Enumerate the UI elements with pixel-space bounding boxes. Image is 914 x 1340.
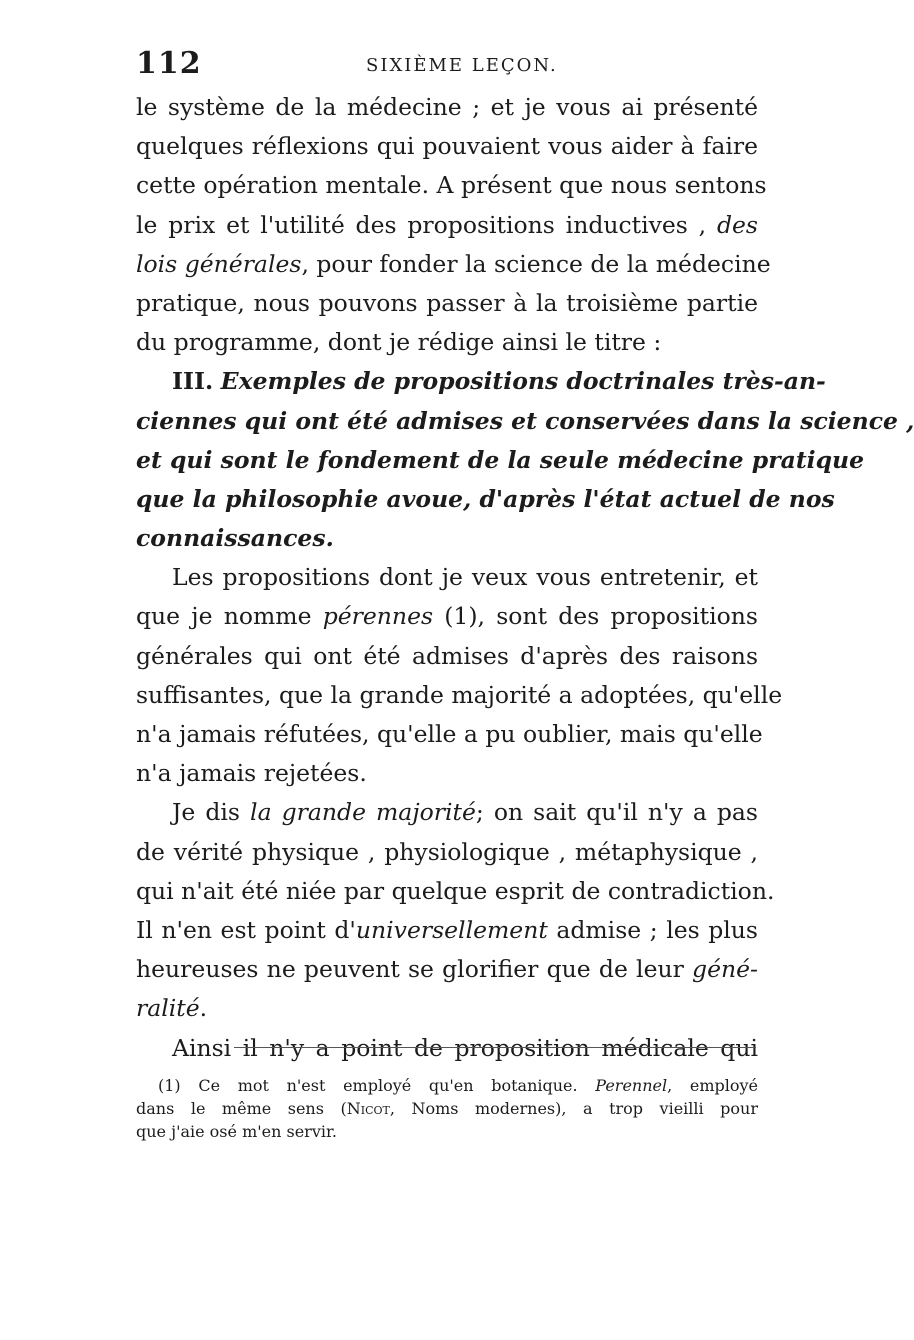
body-line: pratique, nous pouvons passer à la troisième partie [136,288,758,317]
page-number: 112 [136,46,202,81]
body-line: Les propositions dont je veux vous entretenir, et [172,563,758,592]
body-text [136,88,914,1068]
body-line: que je nomme pérennes (1), sont des propositions [136,602,758,631]
footnote-separator [234,1047,756,1048]
emphasis: Perennel [595,1076,668,1095]
emphasis: pérennes [322,602,434,631]
body-line: le prix et l'utilité des propositions inductives , des [136,210,758,239]
footnote-line: dans le même sens (Nicot, Noms modernes), a trop vieilli pour [136,1099,758,1118]
emphasis: lois générales [136,249,302,278]
body-line: qui n'ait été niée par quelque esprit de contradiction. [136,876,775,905]
section-heading-line: que la philosophie avoue, d'après l'état actuel de nos [136,484,835,513]
body-line: le système de la médecine ; et je vous ai présenté [136,93,758,121]
body-line: générales qui ont été admises d'après des raisons [136,641,758,670]
body-line: quelques réflexions qui pouvaient vous aider à faire [136,132,758,161]
body-line: de vérité physique , physiologique , métaphysique , [136,837,758,866]
section-heading-line: ciennes qui ont été admises et conservées dans la science , [136,406,914,435]
section-title: Exemples de propositions doctrinales très-an- [220,367,826,396]
footnote-line: que j'aie osé m'en servir. [136,1122,337,1141]
section-number: III. [172,367,214,396]
emphasis: géné- [692,955,758,984]
body-line: cette opération mentale. A présent que nous sentons [136,171,767,200]
running-title: SIXIÈME LEÇON. [366,55,558,76]
body-line: n'a jamais réfutées, qu'elle a pu oublier, mais qu'elle [136,720,763,748]
emphasis: ralité [136,994,200,1023]
emphasis: la grande majorité [250,798,476,827]
body-line: n'a jamais rejetées. [136,759,367,788]
body-line: suffisantes, que la grande majorité a adoptées, qu'elle [136,680,783,709]
footnote-line: (1) Ce mot n'est employé qu'en botanique. Perennel, employé [158,1076,758,1095]
section-heading-line [136,362,826,401]
emphasis: des [716,210,758,239]
section-heading-line: et qui sont le fondement de la seule médecine pratique [136,445,865,474]
body-line: ralité. [136,994,208,1023]
running-head [136,46,756,86]
author-name: Nicot [346,1099,390,1118]
body-line: lois générales, pour fonder la science de la médecine [136,249,771,278]
body-line: Je dis la grande majorité; on sait qu'il n'y a pas [172,798,758,827]
body-line: Il n'en est point d'universellement admise ; les plus [136,915,758,944]
body-line: du programme, dont je rédige ainsi le titre : [136,328,662,357]
body-line: heureuses ne peuvent se glorifier que de leur géné- [136,955,758,984]
body-line: Ainsi il n'y a point de proposition médicale qui [172,1033,758,1062]
emphasis: universellement [355,915,548,944]
section-heading-line: connaissances. [136,524,334,553]
footnote [136,1074,758,1143]
